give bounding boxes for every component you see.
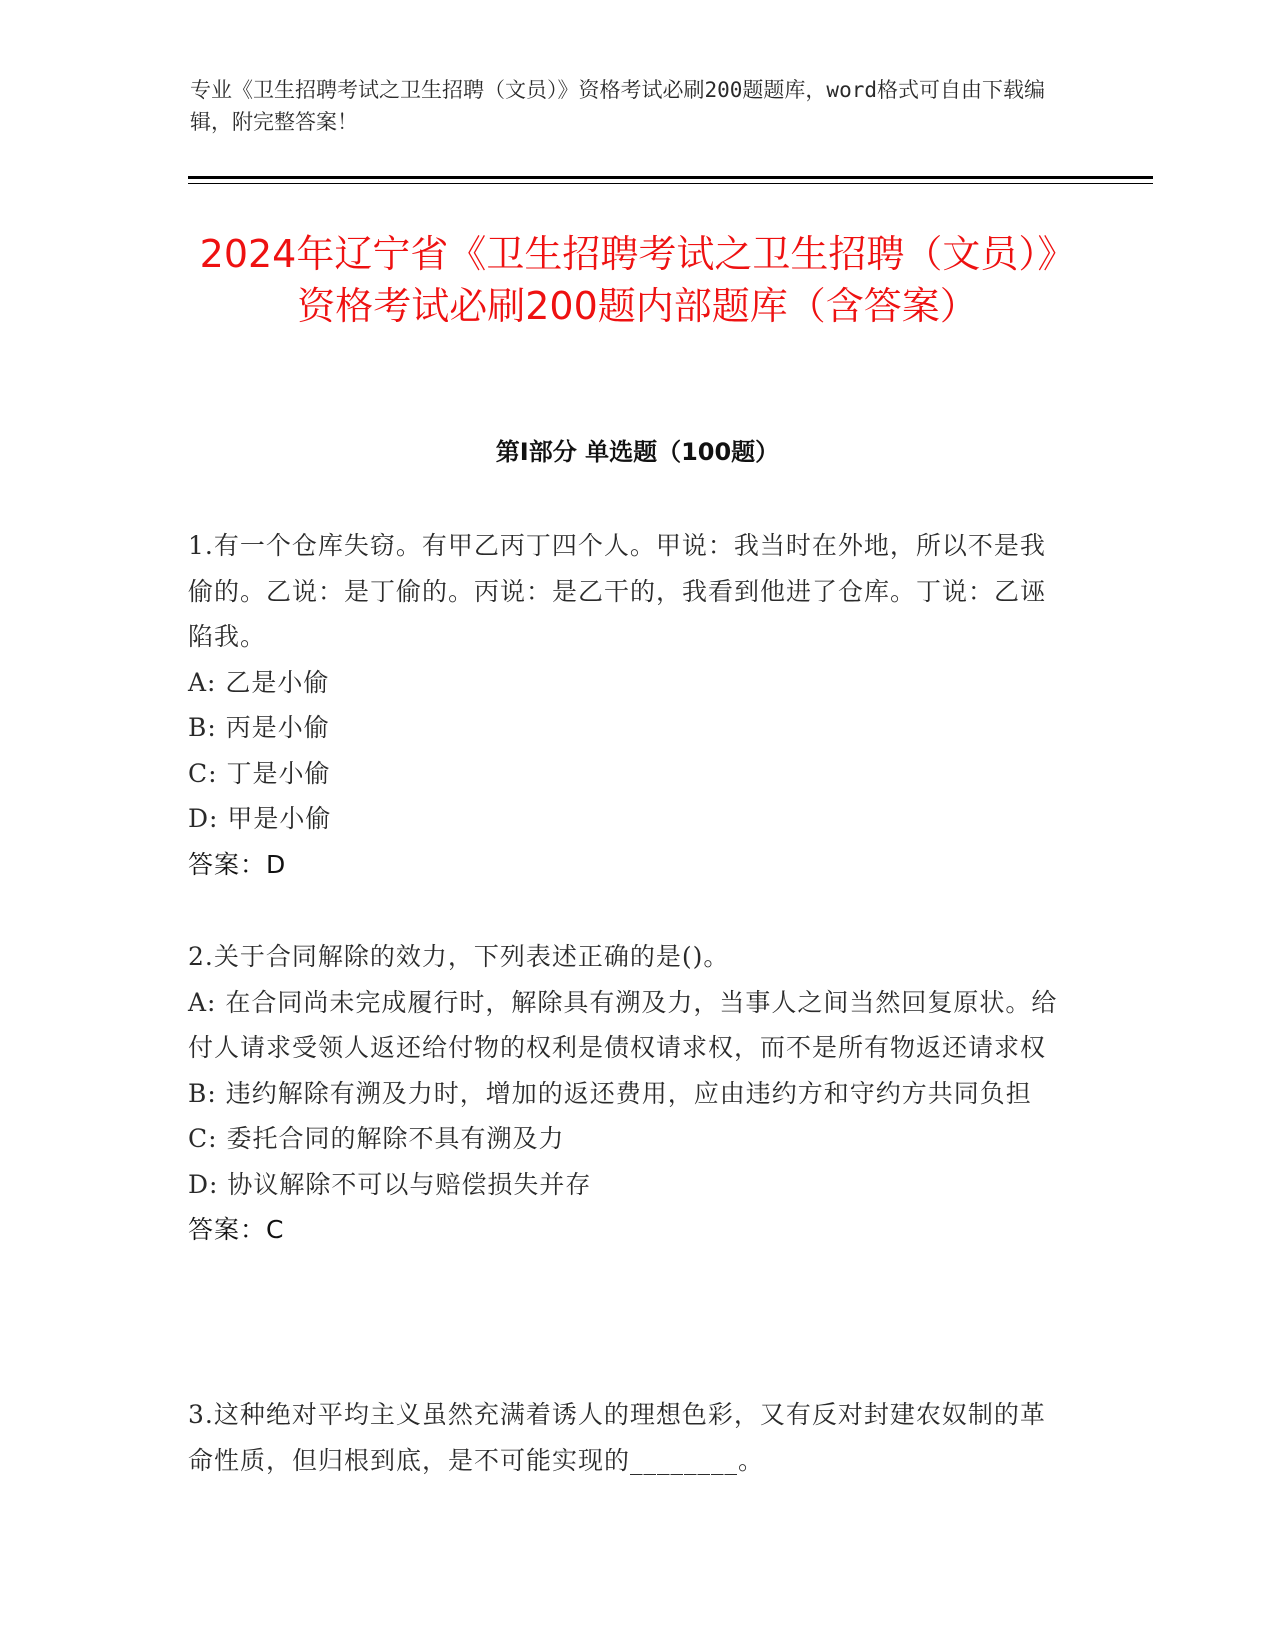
question-stem: 3.这种绝对平均主义虽然充满着诱人的理想色彩，又有反对封建农奴制的革命性质，但归根到底，是不可能实现的________。 (188, 1400, 1046, 1475)
section-title: 第Ⅰ部分 单选题（100题） (495, 438, 780, 466)
option-a: A: 在合同尚未完成履行时，解除具有溯及力，当事人之间当然回复原状。给付人请求受领人返还给付物的权利是债权请求权，而不是所有物返还请求权 (188, 987, 1058, 1062)
option-b: B: 丙是小偷 (188, 713, 330, 742)
question-2 (188, 934, 1068, 1253)
question-stem: 1.有一个仓库失窃。有甲乙丙丁四个人。甲说：我当时在外地，所以不是我偷的。乙说：是丁偷的。丙说：是乙干的，我看到他进了仓库。丁说：乙诬陷我。 (188, 531, 1047, 651)
option-d: D: 协议解除不可以与赔偿损失并存 (188, 1169, 592, 1199)
answer-line: 答案：C (188, 1215, 285, 1244)
option-a: A: 乙是小偷 (188, 667, 330, 697)
question-3 (188, 1392, 1068, 1483)
header-note: 专业《卫生招聘考试之卫生招聘（文员）》资格考试必刷200题题库，word格式可自由下载编辑，附完整答案！ (190, 78, 1045, 134)
question-1 (188, 523, 1068, 887)
option-c: C: 委托合同的解除不具有溯及力 (188, 1124, 565, 1153)
header-rule-thin (188, 183, 1153, 184)
answer-line: 答案：D (188, 849, 287, 879)
option-d: D: 甲是小偷 (188, 804, 332, 833)
option-c: C: 丁是小偷 (188, 758, 331, 788)
option-b: B: 违约解除有溯及力时，增加的返还费用，应由违约方和守约方共同负担 (188, 1078, 1032, 1108)
question-stem: 2.关于合同解除的效力，下列表述正确的是()。 (188, 942, 730, 971)
document-title: 2024年辽宁省《卫生招聘考试之卫生招聘（文员）》资格考试必刷200题内部题库（含答案） (199, 232, 1076, 328)
header-rule-thick (188, 176, 1153, 179)
